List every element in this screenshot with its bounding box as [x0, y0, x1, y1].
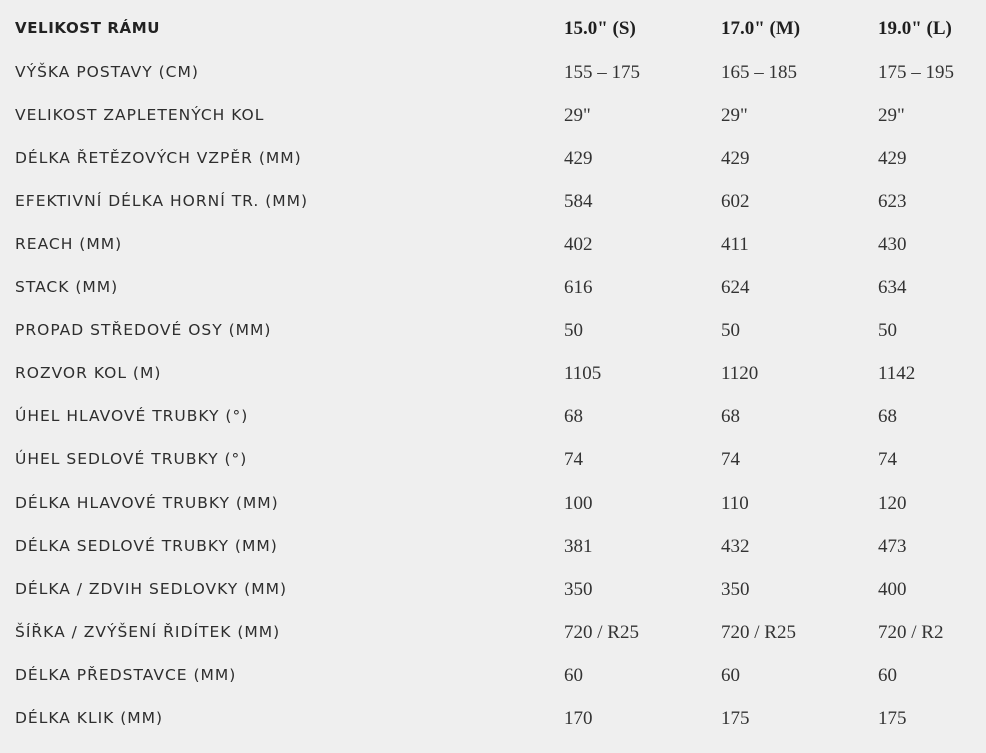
row-value-l: 50 — [878, 320, 897, 342]
row-value-m: 68 — [721, 406, 740, 428]
table-header-row — [0, 7, 986, 50]
row-label: ÚHEL HLAVOVÉ TRUBKY (°) — [15, 407, 249, 426]
row-value-l: 623 — [878, 190, 907, 212]
table-row — [0, 697, 986, 740]
row-label: DÉLKA SEDLOVÉ TRUBKY (MM) — [15, 536, 278, 555]
row-value-s: 74 — [564, 449, 583, 471]
row-label: VÝŠKA POSTAVY (CM) — [15, 62, 199, 81]
table-row — [0, 482, 986, 525]
row-value-s: 29" — [564, 104, 591, 126]
row-value-m: 429 — [721, 147, 750, 169]
row-value-m: 720 / R25 — [721, 621, 796, 643]
row-label: PROPAD STŘEDOVÉ OSY (MM) — [15, 321, 272, 340]
table-row — [0, 94, 986, 137]
row-value-s: 720 / R25 — [564, 621, 639, 643]
row-value-l: 473 — [878, 535, 907, 557]
row-value-s: 381 — [564, 535, 593, 557]
row-value-s: 60 — [564, 664, 583, 686]
row-value-m: 50 — [721, 320, 740, 342]
header-size-m: 17.0" (M) — [721, 18, 801, 39]
table-row — [0, 395, 986, 438]
row-value-m: 432 — [721, 535, 750, 557]
row-label: DÉLKA / ZDVIH SEDLOVKY (MM) — [15, 579, 288, 598]
header-size-s: 15.0" (S) — [564, 18, 636, 39]
table-row — [0, 611, 986, 654]
row-value-l: 634 — [878, 277, 907, 298]
row-value-l: 175 — [878, 708, 907, 729]
row-value-s: 616 — [564, 277, 593, 298]
row-value-m: 60 — [721, 664, 740, 686]
row-value-s: 50 — [564, 320, 583, 342]
row-value-s: 584 — [564, 190, 593, 212]
row-label: DÉLKA KLIK (MM) — [15, 709, 164, 727]
row-value-l: 430 — [878, 233, 907, 255]
row-value-s: 155 – 175 — [564, 61, 640, 83]
row-value-m: 175 — [721, 708, 750, 729]
table-row — [0, 223, 986, 266]
row-value-l: 29" — [878, 104, 905, 126]
row-value-m: 411 — [721, 233, 749, 255]
table-row — [0, 180, 986, 223]
table-row — [0, 654, 986, 697]
row-value-l: 1142 — [878, 363, 916, 385]
row-value-m: 74 — [721, 449, 740, 471]
header-size-l: 19.0" (L) — [878, 18, 952, 39]
row-value-s: 68 — [564, 406, 583, 428]
row-label: DÉLKA ŘETĚZOVÝCH VZPĚR (MM) — [15, 148, 302, 167]
row-value-s: 350 — [564, 578, 593, 600]
table-row — [0, 568, 986, 611]
row-value-s: 429 — [564, 147, 593, 169]
row-value-l: 74 — [878, 449, 897, 471]
row-value-s: 170 — [564, 708, 593, 729]
table-row — [0, 51, 986, 94]
row-value-l: 175 – 195 — [878, 61, 954, 83]
row-value-s: 100 — [564, 492, 593, 514]
row-value-l: 720 / R2 — [878, 621, 944, 643]
table-row — [0, 266, 986, 309]
row-value-m: 1120 — [721, 363, 759, 385]
row-value-l: 60 — [878, 664, 897, 686]
row-value-m: 165 – 185 — [721, 61, 797, 83]
row-value-m: 624 — [721, 277, 750, 298]
table-row — [0, 438, 986, 481]
row-value-l: 400 — [878, 578, 907, 600]
row-label: REACH (MM) — [15, 234, 123, 253]
row-value-m: 29" — [721, 104, 748, 126]
row-value-m: 110 — [721, 492, 749, 514]
table-row — [0, 352, 986, 395]
table-row — [0, 137, 986, 180]
row-label: STACK (MM) — [15, 278, 119, 296]
table-row — [0, 309, 986, 352]
row-label: VELIKOST ZAPLETENÝCH KOL — [15, 105, 265, 124]
table-row — [0, 525, 986, 568]
row-value-l: 68 — [878, 406, 897, 428]
row-label: ŠÍŘKA / ZVÝŠENÍ ŘIDÍTEK (MM) — [15, 622, 281, 641]
row-value-m: 602 — [721, 190, 750, 212]
header-frame-size-label: VELIKOST RÁMU — [15, 19, 161, 37]
row-value-s: 402 — [564, 233, 593, 255]
row-label: ROZVOR KOL (M) — [15, 364, 162, 383]
row-label: EFEKTIVNÍ DÉLKA HORNÍ TR. (MM) — [15, 191, 309, 210]
row-value-l: 120 — [878, 492, 907, 514]
row-value-l: 429 — [878, 147, 907, 169]
row-label: ÚHEL SEDLOVÉ TRUBKY (°) — [15, 450, 248, 469]
row-label: DÉLKA HLAVOVÉ TRUBKY (MM) — [15, 493, 279, 512]
row-value-m: 350 — [721, 578, 750, 600]
row-value-s: 1105 — [564, 363, 602, 385]
row-label: DÉLKA PŘEDSTAVCE (MM) — [15, 665, 237, 684]
